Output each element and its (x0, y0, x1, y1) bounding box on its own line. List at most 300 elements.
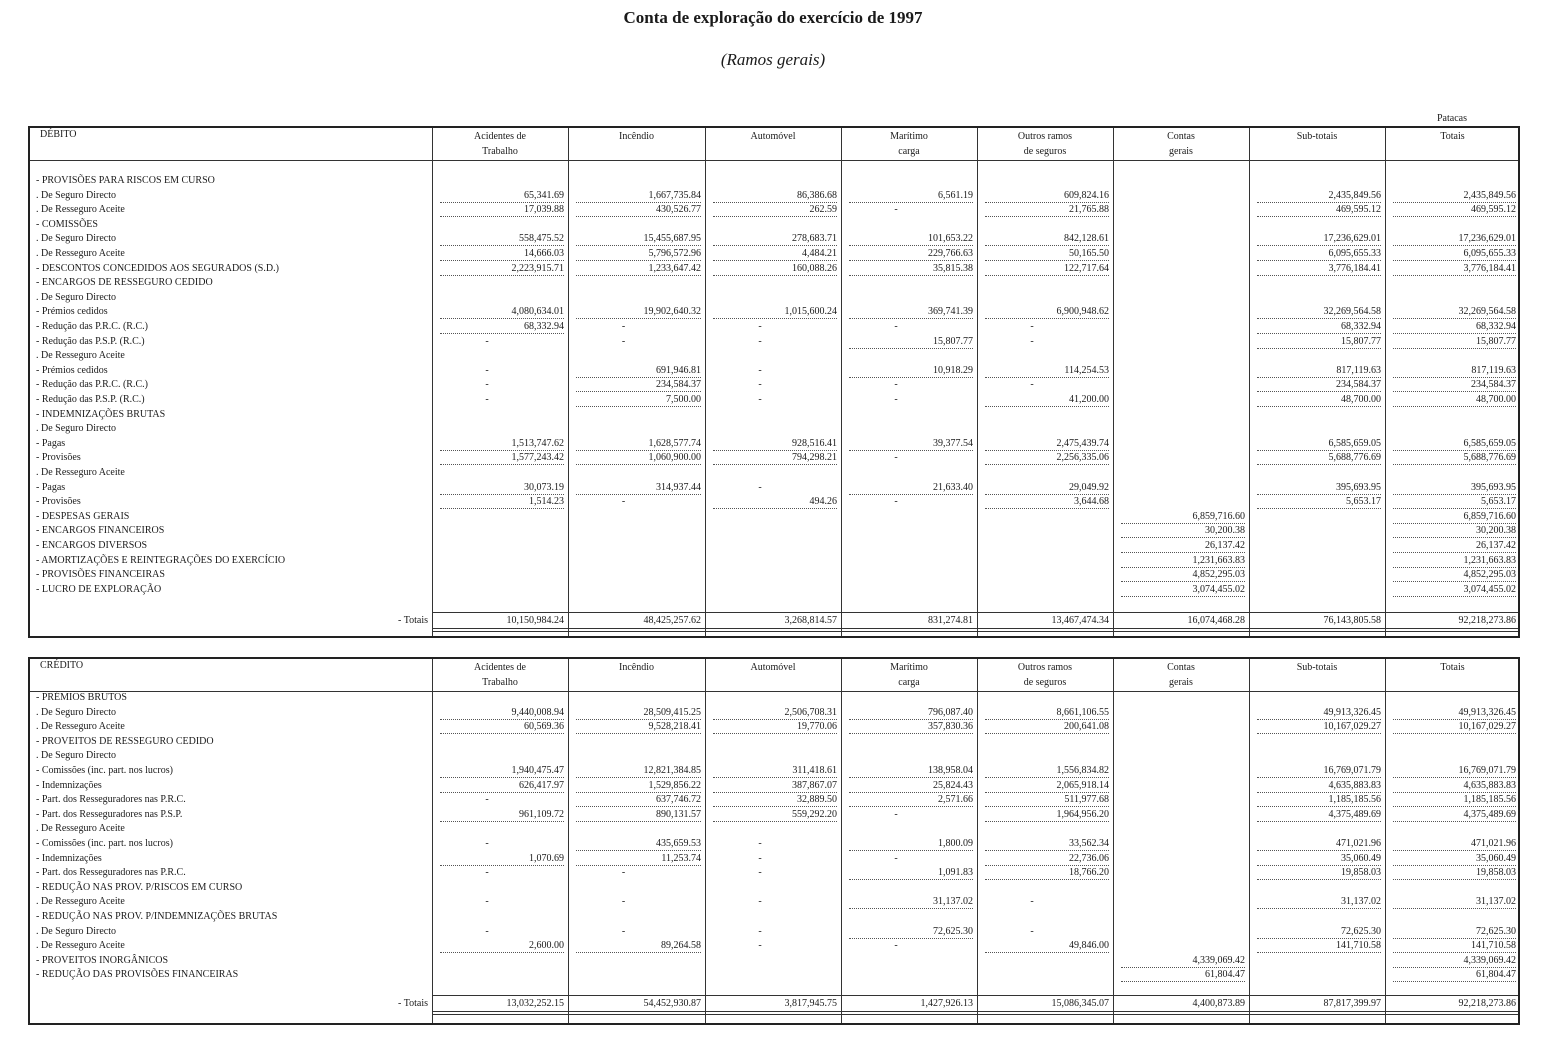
cell-incendio: 890,131.57 (576, 808, 701, 822)
cell-outros: - (1030, 335, 1034, 347)
column-divider (1113, 128, 1114, 636)
cell-totais: 61,804.47 (1393, 968, 1516, 982)
cell-incendio: 234,584.37 (576, 378, 701, 392)
cell-maritimo: 10,918.29 (849, 364, 973, 378)
row-label: . De Seguro Directo (36, 233, 116, 245)
column-header-line: Incêndio (619, 131, 654, 142)
cell-outros: 511,977.68 (985, 793, 1109, 807)
cell-incendio: 28,509,415.25 (576, 706, 701, 720)
column-header-acidentes (432, 659, 568, 690)
cell-totais: 15,807.77 (1393, 335, 1516, 349)
cell-automovel: 311,418.61 (713, 764, 837, 778)
row-label: - AMORTIZAÇÕES E REINTEGRAÇÕES DO EXERCÍCIO (36, 554, 286, 566)
column-header-line: Automóvel (750, 131, 796, 142)
column-divider (1385, 659, 1386, 1023)
column-header-incendio (568, 128, 705, 144)
cell-outros: 842,128.61 (985, 232, 1109, 246)
cell-incendio: 1,667,735.84 (576, 189, 701, 203)
cell-outros: 8,661,106.55 (985, 706, 1109, 720)
cell-acidentes: 1,514.23 (440, 495, 564, 509)
column-header-line: Trabalho (482, 146, 518, 157)
column-divider (1385, 128, 1386, 636)
cell-incendio: 430,526.77 (576, 203, 701, 217)
cell-incendio: 1,060,900.00 (576, 451, 701, 465)
cell-subtotais: 15,807.77 (1257, 335, 1381, 349)
column-header-line: de seguros (1023, 677, 1067, 688)
cell-automovel: 4,484.21 (713, 247, 837, 261)
cell-outros: 22,736.06 (985, 852, 1109, 866)
cell-incendio: - (621, 896, 626, 908)
cell-totais: 16,769,071.79 (1393, 764, 1516, 778)
cell-acidentes: 1,513,747.62 (440, 437, 564, 451)
cell-subtotais: 469,595.12 (1257, 203, 1381, 217)
cell-incendio: 11,253.74 (576, 852, 701, 866)
row-label: . De Seguro Directo (36, 423, 116, 435)
cell-incendio: 1,628,577.74 (576, 437, 701, 451)
cell-incendio: 89,264.58 (576, 939, 701, 953)
cell-outros: - (1030, 321, 1034, 332)
cell-incendio: 9,528,218.41 (576, 720, 701, 734)
column-header-totais (1385, 659, 1520, 675)
column-header-line: Totais (1440, 131, 1465, 142)
row-label: . De Resseguro Aceite (36, 823, 125, 835)
column-header-line: Sub-totais (1296, 131, 1338, 142)
cell-outros: - (1030, 925, 1034, 937)
cell-totais: 17,236,629.01 (1393, 232, 1516, 246)
cell-totais: 6,859,716.60 (1393, 510, 1516, 524)
cell-automovel: - (758, 838, 762, 849)
cell-incendio: - (621, 335, 626, 347)
cell-totais: 26,137.42 (1393, 539, 1516, 553)
row-label: - Comissões (inc. part. nos lucros) (36, 838, 173, 849)
total-automovel: 3,268,814.57 (784, 615, 837, 626)
column-header-line: Contas (1167, 662, 1195, 673)
cell-totais: 5,688,776.69 (1393, 451, 1516, 465)
cell-totais: 471,021.96 (1393, 837, 1516, 851)
cell-totais: 3,074,455.02 (1393, 583, 1516, 597)
row-label: . De Resseguro Aceite (36, 204, 125, 216)
cell-maritimo: - (894, 852, 898, 864)
cell-totais: 19,858.03 (1393, 866, 1516, 880)
page-subtitle: (Ramos gerais) (720, 50, 826, 69)
cell-automovel: 160,088.26 (713, 262, 837, 276)
cell-totais: 4,375,489.69 (1393, 808, 1516, 822)
column-header-line: Contas (1167, 131, 1195, 142)
total-maritimo: 831,274.81 (928, 615, 973, 626)
column-header-line: Outros ramos (1017, 662, 1073, 673)
row-label: . De Resseguro Aceite (36, 350, 125, 362)
row-label: - Prémios cedidos (36, 306, 108, 318)
cell-subtotais: 2,435,849.56 (1257, 189, 1381, 203)
total-subtotais: 87,817,399.97 (1323, 998, 1381, 1009)
column-divider (432, 128, 433, 636)
row-label: . De Resseguro Aceite (36, 721, 125, 733)
cell-outros: 6,900,948.62 (985, 305, 1109, 319)
cell-contas: 61,804.47 (1121, 968, 1245, 982)
cell-incendio: - (621, 925, 626, 937)
cell-maritimo: - (894, 379, 898, 391)
column-header-contas (1113, 659, 1249, 690)
cell-maritimo: 229,766.63 (849, 247, 973, 261)
row-label: - REDUÇÃO NAS PROV. P/RISCOS EM CURSO (36, 881, 243, 893)
column-divider (1113, 659, 1114, 1023)
column-header-contas (1113, 128, 1249, 159)
row-label: . De Seguro Directo (36, 189, 116, 201)
totals-rule (432, 995, 1518, 996)
cell-incendio: - (621, 321, 626, 332)
cell-automovel: - (758, 925, 762, 937)
cell-totais: 6,095,655.33 (1393, 247, 1516, 261)
column-divider (841, 128, 842, 636)
cell-contas: 1,231,663.83 (1121, 554, 1245, 568)
cell-automovel: - (758, 379, 762, 391)
total-subtotais: 76,143,805.58 (1323, 615, 1381, 626)
column-header-outros (977, 128, 1113, 159)
row-label: - INDEMNIZAÇÕES BRUTAS (36, 408, 166, 420)
cell-acidentes: - (485, 364, 489, 376)
row-label: . De Resseguro Aceite (36, 467, 125, 478)
cell-outros: 609,824.16 (985, 189, 1109, 203)
row-label: . De Seguro Directo (36, 925, 116, 937)
row-label: - PROVEITOS INORGÂNICOS (36, 954, 169, 966)
cell-subtotais: 141,710.58 (1257, 939, 1381, 953)
cell-subtotais: 471,021.96 (1257, 837, 1381, 851)
cell-outros: 2,256,335.06 (985, 451, 1109, 465)
total-acidentes: 13,032,252.15 (506, 998, 564, 1009)
row-label: - ENCARGOS FINANCEIROS (36, 525, 165, 537)
cell-totais: 31,137.02 (1393, 895, 1516, 909)
totals-double-rule (432, 628, 1518, 632)
cell-incendio: 19,902,640.32 (576, 305, 701, 319)
cell-maritimo: 2,571.66 (849, 793, 973, 807)
row-label: - Pagas (36, 481, 66, 493)
cell-automovel: 262.59 (713, 203, 837, 217)
cell-maritimo: 357,830.36 (849, 720, 973, 734)
cell-automovel: - (758, 867, 762, 879)
column-header-line: carga (898, 146, 920, 157)
cell-totais: 469,595.12 (1393, 203, 1516, 217)
cell-acidentes: - (485, 794, 489, 806)
cell-subtotais: 17,236,629.01 (1257, 232, 1381, 246)
cell-acidentes: - (485, 838, 489, 849)
row-label: - ENCARGOS DE RESSEGURO CEDIDO (36, 277, 213, 289)
row-label: - Redução das P.S.P. (R.C.) (36, 394, 145, 405)
cell-automovel: - (758, 852, 762, 864)
cell-totais: 4,635,883.83 (1393, 779, 1516, 793)
cell-subtotais: 72,625.30 (1257, 925, 1381, 939)
cell-outros: 200,641.08 (985, 720, 1109, 734)
row-label: - DESCONTOS CONCEDIDOS AOS SEGURADOS (S.D.) (36, 262, 279, 274)
row-label: - Indemnizações (36, 779, 102, 791)
cell-incendio: 314,937.44 (576, 481, 701, 495)
cell-totais: 32,269,564.58 (1393, 305, 1516, 319)
cell-automovel: - (758, 321, 762, 332)
row-label: - PRÉMIOS BRUTOS (36, 692, 127, 703)
column-header-line: Marítimo (890, 131, 928, 142)
cell-acidentes: 2,223,915.71 (440, 262, 564, 276)
cell-totais: 141,710.58 (1393, 939, 1516, 953)
column-divider (705, 659, 706, 1023)
page-title: Conta de exploração do exercício de 1997 (623, 8, 923, 27)
cell-maritimo: - (894, 452, 898, 464)
cell-incendio: - (621, 867, 626, 879)
cell-automovel: - (758, 940, 762, 952)
cell-incendio: 691,946.81 (576, 364, 701, 378)
column-header-line: carga (898, 677, 920, 688)
row-label: - PROVEITOS DE RESSEGURO CEDIDO (36, 735, 214, 747)
column-divider (977, 128, 978, 636)
cell-acidentes: 2,600.00 (440, 939, 564, 953)
credit-table (28, 657, 1520, 1025)
cell-acidentes: 1,070.69 (440, 852, 564, 866)
total-contas: 16,074,468.28 (1187, 615, 1245, 626)
row-label: - Part. dos Resseguradores nas P.R.C. (36, 867, 186, 879)
cell-outros: 50,165.50 (985, 247, 1109, 261)
cell-subtotais: 35,060.49 (1257, 852, 1381, 866)
cell-acidentes: 65,341.69 (440, 189, 564, 203)
cell-subtotais: 395,693.95 (1257, 481, 1381, 495)
cell-outros: 122,717.64 (985, 262, 1109, 276)
cell-totais: 817,119.63 (1393, 364, 1516, 378)
cell-maritimo: - (894, 496, 898, 508)
cell-subtotais: 19,858.03 (1257, 866, 1381, 880)
column-header-line: Acidentes de (474, 131, 526, 142)
cell-acidentes: 1,577,243.42 (440, 451, 564, 465)
total-maritimo: 1,427,926.13 (920, 998, 973, 1009)
row-label: . De Resseguro Aceite (36, 248, 125, 259)
cell-automovel: 559,292.20 (713, 808, 837, 822)
cell-acidentes: 4,080,634.01 (440, 305, 564, 319)
cell-maritimo: - (894, 204, 898, 216)
cell-totais: 68,332.94 (1393, 320, 1516, 334)
cell-outros: - (1030, 379, 1034, 391)
cell-incendio: - (621, 496, 626, 508)
column-header-line: Automóvel (750, 662, 796, 673)
total-outros: 13,467,474.34 (1051, 615, 1109, 626)
cell-subtotais: 10,167,029.27 (1257, 720, 1381, 734)
cell-subtotais: 32,269,564.58 (1257, 305, 1381, 319)
cell-subtotais: 16,769,071.79 (1257, 764, 1381, 778)
cell-incendio: 435,659.53 (576, 837, 701, 851)
cell-totais: 1,185,185.56 (1393, 793, 1516, 807)
currency-label: Patacas (1437, 113, 1467, 124)
column-header-incendio (568, 659, 705, 675)
cell-totais: 395,693.95 (1393, 481, 1516, 495)
row-label: . De Seguro Directo (36, 750, 116, 762)
cell-subtotais: 234,584.37 (1257, 378, 1381, 392)
row-label: . De Resseguro Aceite (36, 940, 125, 952)
debit-table (28, 126, 1520, 638)
cell-totais: 48,700.00 (1393, 393, 1516, 407)
totals-label: - Totais (398, 998, 428, 1009)
cell-contas: 6,859,716.60 (1121, 510, 1245, 524)
cell-acidentes: 626,417.97 (440, 779, 564, 793)
cell-subtotais: 68,332.94 (1257, 320, 1381, 334)
totals-label: - Totais (398, 615, 428, 626)
cell-automovel: 278,683.71 (713, 232, 837, 246)
cell-automovel: 32,889.50 (713, 793, 837, 807)
cell-outros: 2,065,918.14 (985, 779, 1109, 793)
row-label: - DESPESAS GERAIS (36, 510, 130, 522)
column-header-line: Incêndio (619, 662, 654, 673)
cell-acidentes: 30,073.19 (440, 481, 564, 495)
cell-outros: 1,964,956.20 (985, 808, 1109, 822)
total-incendio: 54,452,930.87 (643, 998, 701, 1009)
column-header-subtotais (1249, 128, 1385, 144)
cell-outros: - (1030, 896, 1034, 908)
cell-acidentes: - (485, 379, 489, 391)
cell-subtotais: 6,095,655.33 (1257, 247, 1381, 261)
total-acidentes: 10,150,984.24 (506, 615, 564, 626)
cell-automovel: 387,867.07 (713, 779, 837, 793)
total-totais: 92,218,273.86 (1458, 615, 1516, 626)
cell-maritimo: 138,958.04 (849, 764, 973, 778)
cell-incendio: 637,746.72 (576, 793, 701, 807)
row-label: - Redução das P.R.C. (R.C.) (36, 379, 148, 391)
cell-acidentes: - (485, 394, 489, 405)
column-header-automovel (705, 128, 841, 144)
row-label: - Part. dos Resseguradores nas P.S.P. (36, 808, 183, 820)
cell-acidentes: 68,332.94 (440, 320, 564, 334)
row-label: - PROVISÕES PARA RISCOS EM CURSO (36, 175, 215, 186)
cell-automovel: 928,516.41 (713, 437, 837, 451)
cell-maritimo: 6,561.19 (849, 189, 973, 203)
cell-subtotais: 49,913,326.45 (1257, 706, 1381, 720)
cell-maritimo: 369,741.39 (849, 305, 973, 319)
cell-subtotais: 5,653.17 (1257, 495, 1381, 509)
column-divider (977, 659, 978, 1023)
cell-outros: 29,049.92 (985, 481, 1109, 495)
row-label: - LUCRO DE EXPLORAÇÃO (36, 583, 162, 595)
cell-subtotais: 31,137.02 (1257, 895, 1381, 909)
cell-totais: 5,653.17 (1393, 495, 1516, 509)
column-header-line: Marítimo (890, 662, 928, 673)
header-rule (30, 160, 1518, 161)
cell-acidentes: 60,569.36 (440, 720, 564, 734)
cell-incendio: 5,796,572.96 (576, 247, 701, 261)
column-divider (841, 659, 842, 1023)
cell-subtotais: 5,688,776.69 (1257, 451, 1381, 465)
column-header-subtotais (1249, 659, 1385, 675)
cell-subtotais: 4,375,489.69 (1257, 808, 1381, 822)
cell-incendio: 7,500.00 (576, 393, 701, 407)
column-header-line: de seguros (1023, 146, 1067, 157)
total-totais: 92,218,273.86 (1458, 998, 1516, 1009)
cell-automovel: 86,386.68 (713, 189, 837, 203)
cell-automovel: - (758, 481, 762, 493)
cell-maritimo: - (894, 940, 898, 952)
cell-subtotais: 48,700.00 (1257, 393, 1381, 407)
row-label: - PROVISÕES FINANCEIRAS (36, 569, 165, 581)
column-divider (568, 659, 569, 1023)
cell-outros: 114,254.53 (985, 364, 1109, 378)
cell-maritimo: 72,625.30 (849, 925, 973, 939)
cell-contas: 30,200.38 (1121, 524, 1245, 538)
cell-automovel: - (758, 335, 762, 347)
row-label: - Pagas (36, 437, 66, 449)
totals-rule (432, 612, 1518, 613)
column-header-automovel (705, 659, 841, 675)
column-header-line: gerais (1169, 677, 1193, 688)
cell-outros: 1,556,834.82 (985, 764, 1109, 778)
cell-totais: 2,435,849.56 (1393, 189, 1516, 203)
column-divider (568, 128, 569, 636)
cell-maritimo: 31,137.02 (849, 895, 973, 909)
credit-heading: CRÉDITO (40, 660, 84, 671)
row-label: - Provisões (36, 496, 81, 508)
column-header-line: Acidentes de (474, 662, 526, 673)
cell-totais: 10,167,029.27 (1393, 720, 1516, 734)
cell-automovel: 794,298.21 (713, 451, 837, 465)
cell-outros: 41,200.00 (985, 393, 1109, 407)
column-header-maritimo (841, 659, 977, 690)
cell-totais: 234,584.37 (1393, 378, 1516, 392)
cell-maritimo: 21,633.40 (849, 481, 973, 495)
cell-maritimo: 796,087.40 (849, 706, 973, 720)
cell-outros: 2,475,439.74 (985, 437, 1109, 451)
cell-totais: 49,913,326.45 (1393, 706, 1516, 720)
cell-subtotais: 1,185,185.56 (1257, 793, 1381, 807)
cell-acidentes: 961,109.72 (440, 808, 564, 822)
row-label: - Redução das P.R.C. (R.C.) (36, 321, 148, 332)
cell-acidentes: - (485, 335, 489, 347)
row-label: . De Resseguro Aceite (36, 896, 125, 908)
cell-incendio: 1,529,856.22 (576, 779, 701, 793)
column-divider (1249, 128, 1250, 636)
cell-maritimo: 35,815.38 (849, 262, 973, 276)
cell-contas: 3,074,455.02 (1121, 583, 1245, 597)
column-divider (705, 128, 706, 636)
column-header-outros (977, 659, 1113, 690)
column-divider (432, 659, 433, 1023)
total-incendio: 48,425,257.62 (643, 615, 701, 626)
cell-totais: 30,200.38 (1393, 524, 1516, 538)
total-automovel: 3,817,945.75 (784, 998, 837, 1009)
row-label: - REDUÇÃO DAS PROVISÕES FINANCEIRAS (36, 969, 239, 981)
cell-totais: 6,585,659.05 (1393, 437, 1516, 451)
total-contas: 4,400,873.89 (1192, 998, 1245, 1009)
cell-maritimo: 39,377.54 (849, 437, 973, 451)
row-label: - Prémios cedidos (36, 364, 108, 376)
cell-totais: 1,231,663.83 (1393, 554, 1516, 568)
cell-maritimo: - (894, 808, 898, 820)
cell-totais: 4,852,295.03 (1393, 568, 1516, 582)
row-label: - Indemnizações (36, 852, 102, 864)
cell-acidentes: - (485, 867, 489, 879)
column-divider (1249, 659, 1250, 1023)
cell-subtotais: 3,776,184.41 (1257, 262, 1381, 276)
total-outros: 15,086,345.07 (1051, 998, 1109, 1009)
cell-incendio: 12,821,384.85 (576, 764, 701, 778)
cell-automovel: 19,770.06 (713, 720, 837, 734)
cell-outros: 49,846.00 (985, 939, 1109, 953)
cell-acidentes: - (485, 925, 489, 937)
cell-acidentes: 14,666.03 (440, 247, 564, 261)
cell-totais: 3,776,184.41 (1393, 262, 1516, 276)
cell-contas: 4,339,069.42 (1121, 954, 1245, 968)
cell-incendio: 1,233,647.42 (576, 262, 701, 276)
cell-maritimo: 1,091.83 (849, 866, 973, 880)
cell-totais: 35,060.49 (1393, 852, 1516, 866)
cell-automovel: - (758, 896, 762, 908)
column-header-line: Trabalho (482, 677, 518, 688)
cell-subtotais: 6,585,659.05 (1257, 437, 1381, 451)
cell-acidentes: 558,475.52 (440, 232, 564, 246)
cell-acidentes: 9,440,008.94 (440, 706, 564, 720)
cell-automovel: - (758, 394, 762, 405)
column-header-totais (1385, 128, 1520, 144)
row-label: - ENCARGOS DIVERSOS (36, 540, 148, 551)
